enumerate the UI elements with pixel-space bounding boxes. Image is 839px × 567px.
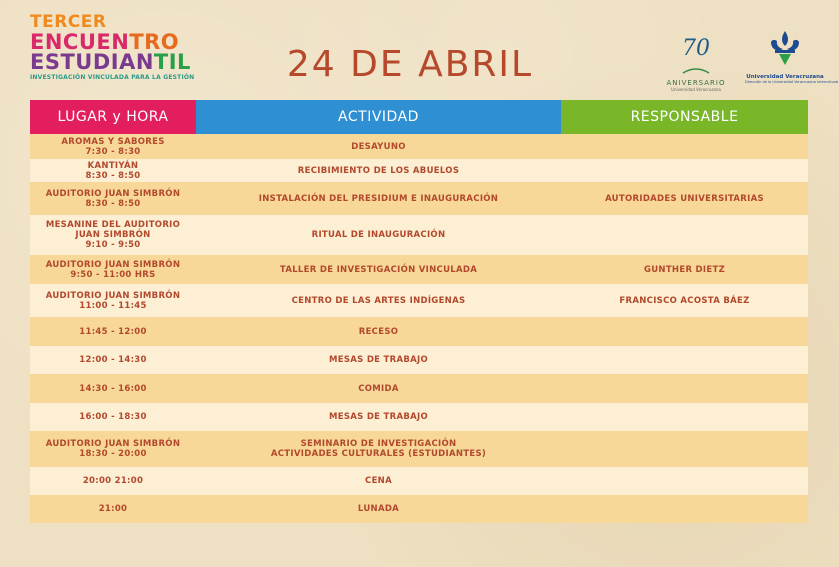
leaf-icon: [681, 67, 711, 75]
cell-lugar: 12:00 - 14:30: [79, 355, 147, 365]
table-row: [30, 374, 808, 403]
cell-actividad: DESAYUNO: [351, 141, 406, 152]
table-header: [30, 100, 808, 134]
cell-lugar: AUDITORIO JUAN SIMBRÓN 18:30 - 20:00: [45, 439, 181, 459]
cell-actividad: CENTRO DE LAS ARTES INDÍGENAS: [291, 295, 466, 306]
header: [0, 0, 839, 98]
brand-line-1: TERCER: [30, 12, 107, 32]
cell-lugar: KANTIYÁN 8:30 - 8:50: [85, 160, 141, 181]
cell-actividad: TALLER DE INVESTIGACIÓN VINCULADA: [279, 264, 478, 275]
uv-sub: Dirección de la Universidad Veracruzana Intercultural: [745, 80, 839, 84]
table-body: [30, 134, 808, 523]
anniversary-sub: Universidad Veracruzana: [671, 87, 721, 92]
cell-actividad: RITUAL DE INAUGURACIÓN: [311, 230, 446, 240]
table-row: [30, 403, 808, 431]
cell-actividad: CENA: [365, 476, 392, 486]
header-responsable: RESPONSABLE: [561, 100, 808, 134]
table-row: [30, 495, 808, 523]
cell-lugar: 21:00: [98, 504, 128, 514]
brand-line-3: ESTUDIANTIL: [30, 50, 191, 74]
table-row: [30, 346, 808, 374]
cell-responsable: FRANCISCO ACOSTA BÁEZ: [619, 295, 750, 306]
anniversary-text: ANIVERSARIO: [666, 79, 726, 87]
cell-lugar: 11:45 - 12:00: [79, 326, 147, 337]
cell-actividad: COMIDA: [358, 383, 399, 394]
cell-actividad: MESAS DE TRABAJO: [328, 412, 429, 422]
brand-tagline: INVESTIGACIÓN VINCULADA PARA LA GESTIÓN: [30, 74, 195, 81]
header-lugar: LUGAR y HORA: [30, 100, 196, 134]
anniversary-logo: [664, 38, 728, 92]
table-row: [30, 284, 808, 317]
table-row: [30, 134, 808, 159]
cell-actividad: LUNADA: [357, 504, 400, 514]
cell-lugar: MESANINE DEL AUDITORIO JUAN SIMBRÓN 9:10 - 9:50: [45, 220, 181, 250]
cell-actividad: MESAS DE TRABAJO: [328, 355, 429, 365]
fleur-de-lis-icon: [765, 28, 805, 68]
table-row: [30, 431, 808, 467]
schedule-table: [30, 100, 808, 523]
cell-lugar: AUDITORIO JUAN SIMBRÓN 11:00 - 11:45: [45, 290, 181, 311]
table-row: [30, 182, 808, 215]
cell-lugar: AROMAS Y SABORES 7:30 - 8:30: [61, 136, 165, 157]
uv-logo: [745, 28, 839, 84]
cell-lugar: AUDITORIO JUAN SIMBRÓN 9:50 - 11:00 HRS: [45, 259, 181, 280]
anniversary-number: 70: [682, 36, 710, 61]
event-logo: [30, 12, 200, 81]
cell-actividad: SEMINARIO DE INVESTIGACIÓN ACTIVIDADES CULTURALES (ESTUDIANTES): [270, 439, 487, 459]
cell-actividad: INSTALACIÓN DEL PRESIDIUM E INAUGURACIÓN: [258, 193, 499, 204]
uv-name: Universidad Veracruzana: [746, 74, 824, 80]
cell-responsable: AUTORIDADES UNIVERSITARIAS: [605, 193, 764, 204]
table-row: [30, 317, 808, 346]
cell-lugar: AUDITORIO JUAN SIMBRÓN 8:30 - 8:50: [45, 188, 181, 209]
page-title: 24 DE ABRIL: [286, 44, 534, 85]
table-row: [30, 215, 808, 255]
cell-lugar: 14:30 - 16:00: [79, 383, 147, 394]
table-row: [30, 467, 808, 495]
cell-actividad: RECIBIMIENTO DE LOS ABUELOS: [297, 165, 460, 176]
cell-lugar: 20:00 21:00: [82, 476, 144, 486]
cell-responsable: GUNTHER DIETZ: [643, 264, 726, 275]
table-row: [30, 255, 808, 284]
cell-actividad: RECESO: [358, 326, 399, 337]
cell-lugar: 16:00 - 18:30: [79, 412, 147, 422]
brand-line-2: ENCUENTRO: [30, 30, 180, 54]
table-row: [30, 159, 808, 182]
header-actividad: ACTIVIDAD: [196, 100, 561, 134]
